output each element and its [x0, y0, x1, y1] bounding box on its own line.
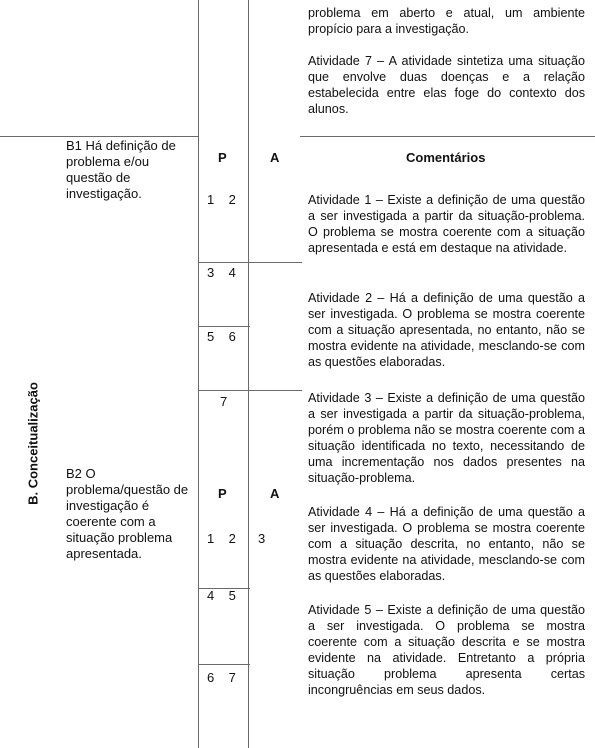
- top-cell-paragraph-2: Atividade 7 – A atividade sintetiza uma situação que envolve duas doenças e a relação estabelecida entre elas foge do contexto dos alunos.: [308, 54, 585, 116]
- grid-line-horizontal-section-top: [0, 136, 198, 137]
- grid-line-horizontal-b1-p-3: [198, 390, 302, 391]
- b1-header-a: A: [270, 150, 280, 165]
- b2-a-row-1: 3: [258, 531, 266, 546]
- comment-activity-3: Atividade 3 – Existe a definição de uma questão a ser investigada a partir da situação-problema, porém o problema não se mostra coerente com a situação identificada no texto, necessitando de uma incrementação nos dados presentes na situação-problema.: [308, 391, 585, 485]
- b2-header-p: P: [218, 486, 227, 501]
- b1-p-row-4: 7: [220, 394, 228, 409]
- b2-header-a: A: [270, 486, 280, 501]
- b2-p-row-2: 4 5: [207, 588, 236, 603]
- grid-line-vertical-p-column: [198, 0, 199, 748]
- comment-activity-1: Atividade 1 – Existe a definição de uma questão a ser investigada a partir da situação-problema. O problema se mostra coerente com a situação apresentada e está em destaque na atividade.: [308, 193, 585, 255]
- b1-p-row-3: 5 6: [207, 329, 236, 344]
- b2-p-row-3: 6 7: [207, 670, 236, 685]
- top-cell-paragraph-1: problema em aberto e atual, um ambiente propício para a investigação.: [308, 6, 585, 36]
- b1-header-p: P: [218, 150, 227, 165]
- comment-activity-4: Atividade 4 – Há a definição de uma questão a ser investigada. O problema se mostra coerente com a situação descrita, no entanto, não se mostra evidente na atividade, mesclando-se com as questões elaboradas.: [308, 505, 585, 583]
- comments-header: Comentários: [406, 150, 486, 165]
- comment-activity-2: Atividade 2 – Há a definição de uma questão a ser investigada. O problema se mostra coerente com a situação apresentada, no entanto, não se mostra evidente na atividade, mesclando-se com as questões elaboradas.: [308, 291, 585, 369]
- b2-criterion-label: B2 O problema/questão de investigação é coerente com a situação problema apresentada.: [66, 466, 189, 561]
- grid-line-horizontal-b2-p-2: [198, 664, 250, 665]
- grid-line-horizontal-section-top-right: [300, 136, 595, 137]
- grid-line-horizontal-b1-p-1: [198, 262, 302, 263]
- comment-activity-5: Atividade 5 – Existe a definição de uma questão a ser investigada. O problema se mostra coerente com a situação descrita e se mostra evidente na atividade. Entretanto a própria situação problema apresenta certas incongruências em seus dados.: [308, 603, 585, 697]
- section-label: B. Conceitualização: [25, 382, 41, 505]
- grid-line-vertical-a-column: [248, 0, 249, 748]
- grid-line-horizontal-b1-p-2: [198, 326, 250, 327]
- b1-p-row-1: 1 2: [207, 192, 236, 207]
- b1-p-row-2: 3 4: [207, 265, 236, 280]
- b1-criterion-label: B1 Há definição de problema e/ou questão de investigação.: [66, 138, 176, 201]
- b2-p-row-1: 1 2: [207, 531, 236, 546]
